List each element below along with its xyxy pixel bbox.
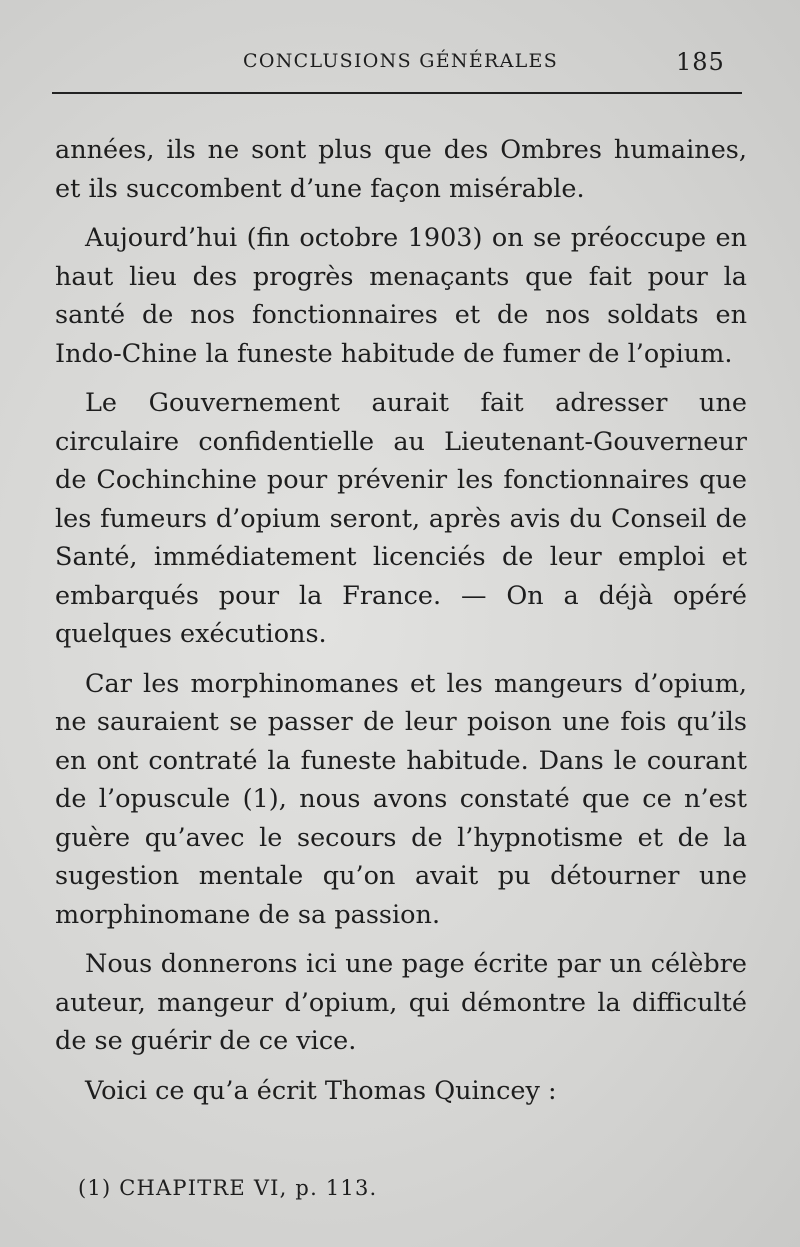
paragraph-4: Car les morphinomanes et les mangeurs d’opium, ne sauraient se passer de leur poison une fois qu’ils en ont contraté la funeste habitude. Dans le courant de l’opuscule (1), nous avons constaté que ce n’est guère qu’avec le secours de l’hypnotisme et de la sugestion mentale qu’on avait pu détourner une morphinomane de sa passion. [55, 668, 747, 930]
paragraph-3: Le Gouvernement aurait fait adresser une circulaire confidentielle au Lieutenant-Gouverneur de Cochinchine pour prévenir les fonctionnaires que les fumeurs d’opium seront, après avis du Conseil de Santé, immédiatement licenciés de leur emploi et embarqués pour la France. — On a déjà opéré quelques exécutions. [55, 388, 747, 649]
body-text [55, 131, 747, 1121]
paragraph-2: Aujourd’hui (fin octobre 1903) on se préoccupe en haut lieu des progrès menaçants que fait pour la santé de nos fonctionnaires et de nos soldats en Indo-Chine la funeste habitude de fumer de l’opium. [55, 223, 747, 369]
header-rule [52, 92, 742, 94]
footnote: (1) CHAPITRE VI, p. 113. [78, 1176, 378, 1200]
running-head-title: CONCLUSIONS GÉNÉRALES [243, 50, 559, 72]
page-number: 185 [676, 48, 725, 76]
running-head [0, 48, 800, 82]
paragraph-6: Voici ce qu’a écrit Thomas Quincey : [85, 1075, 557, 1106]
paragraph-5: Nous donnerons ici une page écrite par un célèbre auteur, mangeur d’opium, qui démontre la difficulté de se guérir de ce vice. [55, 949, 747, 1056]
paragraph-1: années, ils ne sont plus que des Ombres humaines, et ils succombent d’une façon misérable. [55, 135, 747, 204]
